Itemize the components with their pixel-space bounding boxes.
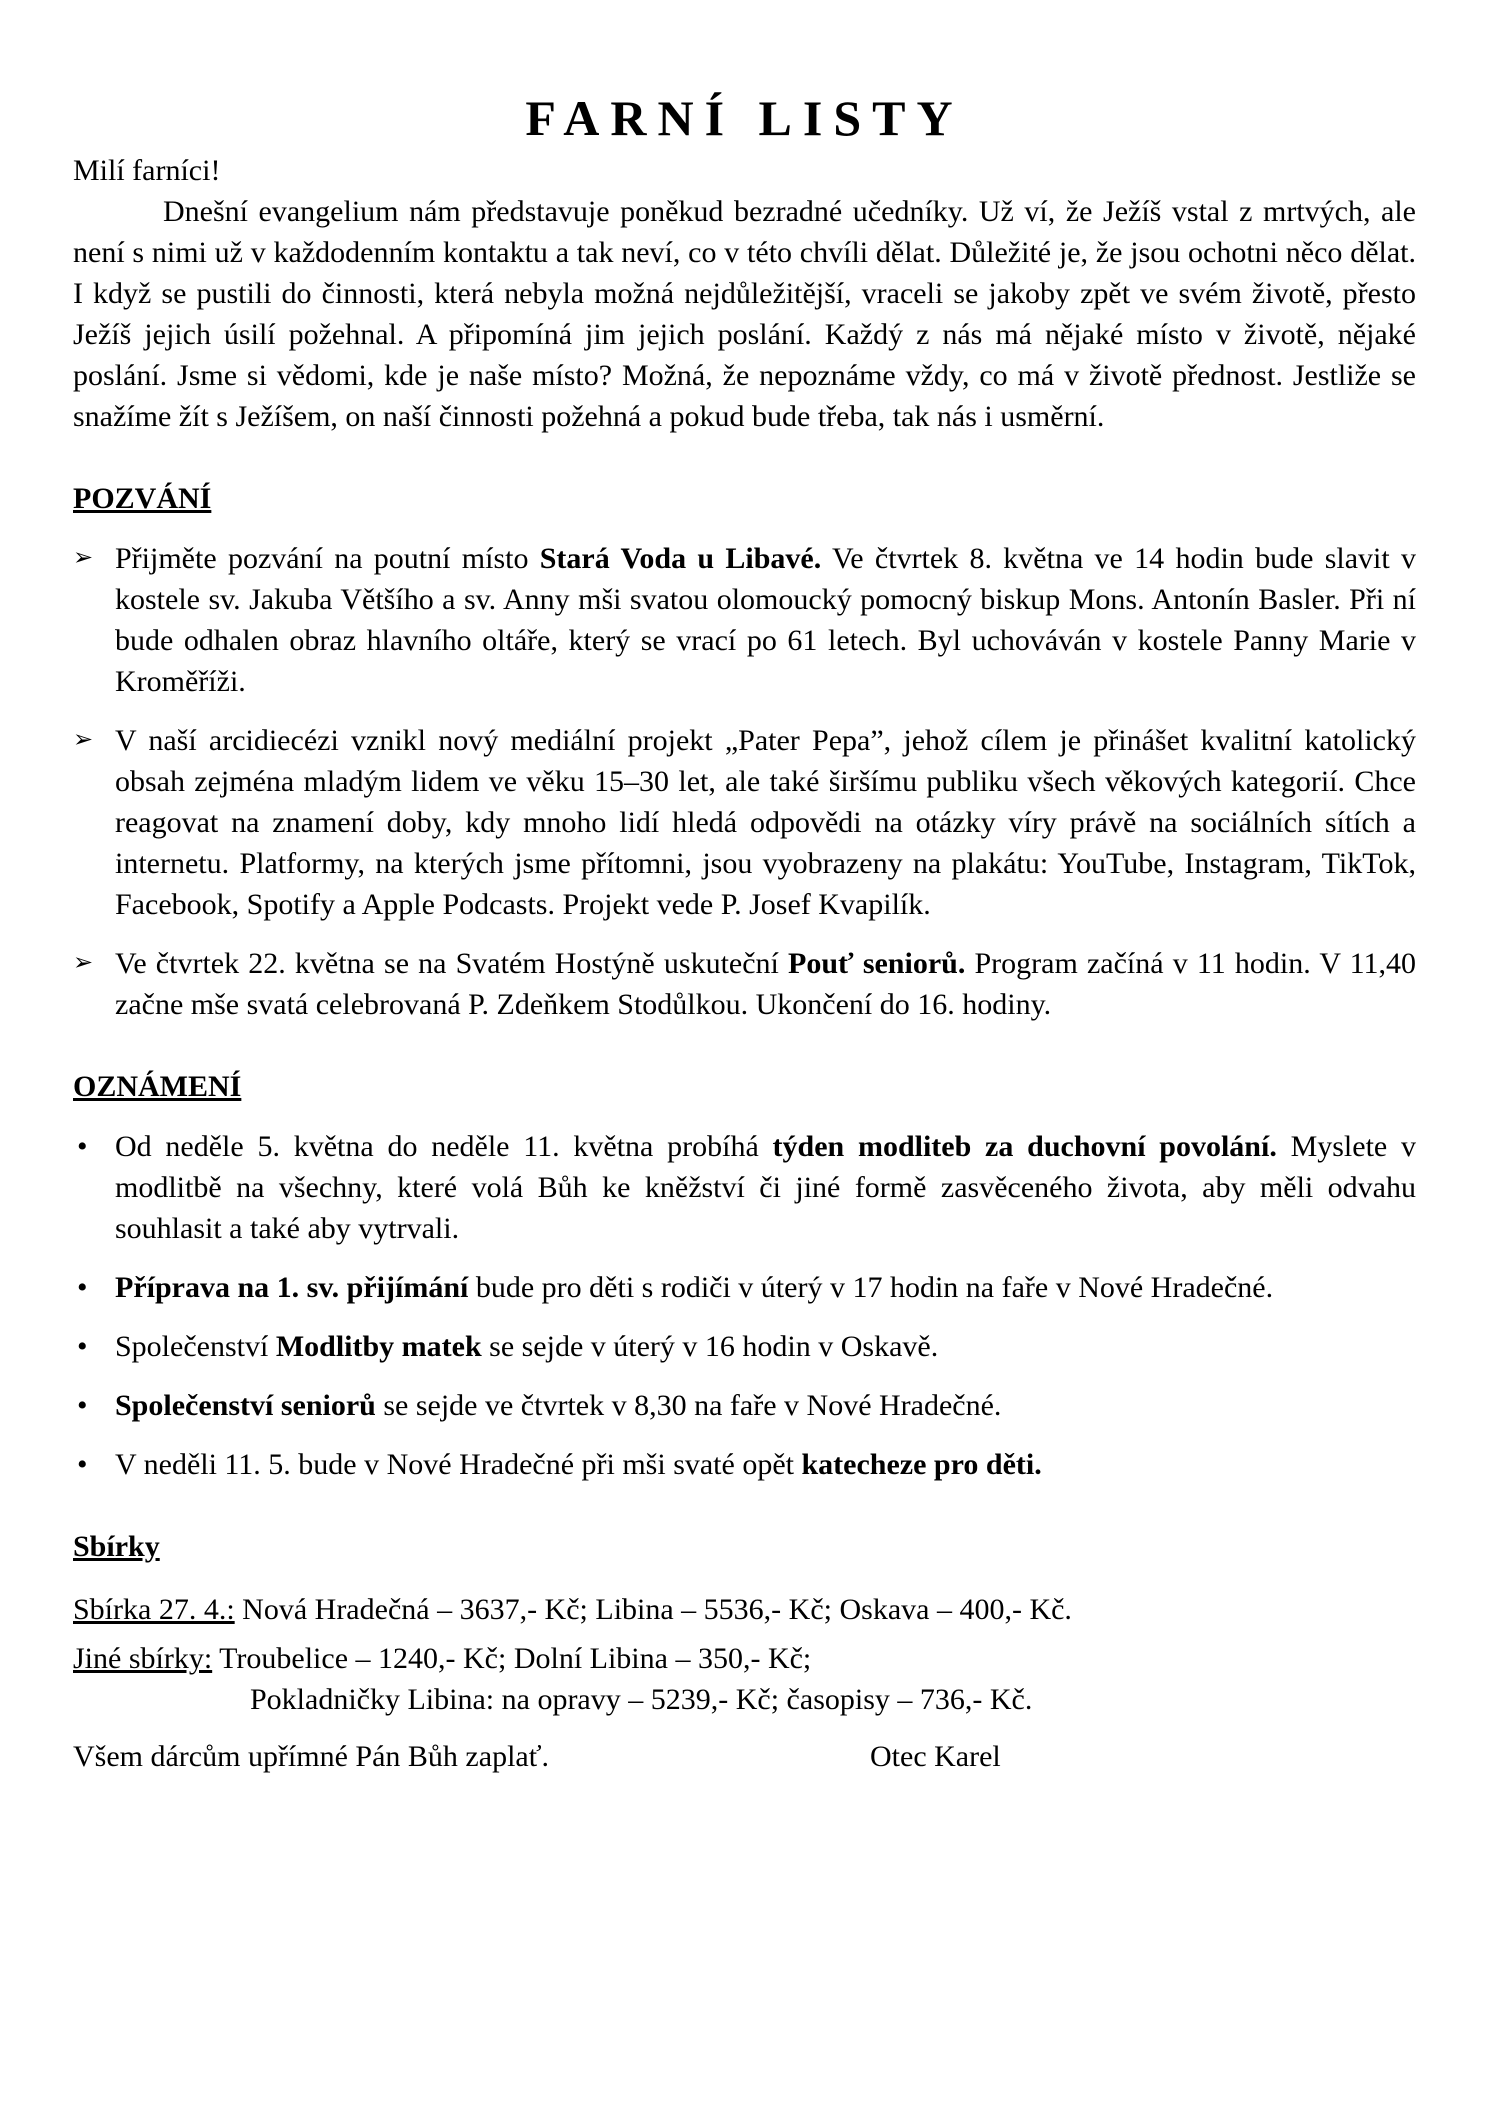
list-item [73,1326,1416,1367]
dot-bullet-icon: • [77,1448,88,1481]
announcements-list [73,1126,1416,1485]
item-text: bude pro děti s rodiči v úterý v 17 hodin na faře v Nové Hradečné. [468,1271,1274,1304]
item-text: Ve čtvrtek 22. května se na Svatém Hostýně uskuteční [115,947,789,980]
item-text: se sejde v úterý v 16 hodin v Oskavě. [481,1330,939,1363]
list-item [73,1444,1416,1485]
list-item [73,1126,1416,1249]
list-item [73,1267,1416,1308]
other-collections-label: Jiné sbírky: [73,1642,213,1675]
dot-bullet-icon: • [77,1330,88,1363]
signature: Otec Karel [870,1740,1001,1773]
collection-amounts: Troubelice – 1240,- Kč; Dolní Libina – 350,- Kč; [212,1642,812,1675]
item-text: Ve čtvrtek 8. května ve 14 hodin bude slavit v kostele sv. Jakuba Většího a sv. Anny mši svatou olomoucký pomocný biskup Mons. Antonín Basler. Při ní bude odhalen obraz hlavního oltáře, který se vrací po 61 letech. Byl uchováván v kostele Panny Marie v Kroměříži. [115,542,1416,698]
item-bold-text: Stará Voda u Libavé. [539,542,822,575]
invitations-list [73,538,1416,1025]
collections-heading: Sbírky [73,1530,160,1563]
list-item [73,1385,1416,1426]
page-title: FARNÍ LISTY [525,90,964,146]
item-text: V neděli 11. 5. bude v Nové Hradečné při mši svaté opět [115,1448,802,1481]
announcements-heading: OZNÁMENÍ [73,1070,242,1103]
item-text: Program začíná v 11 hodin. V 11,40 začne mše svatá celebrovaná P. Zdeňkem Stodůlkou. Ukončení do 16. hodiny. [115,947,1417,1021]
item-text: Přijměte pozvání na poutní místo [115,542,540,575]
greeting: Milí farníci! [73,154,221,187]
item-bold-text: katecheze pro děti. [801,1448,1042,1481]
arrow-bullet-icon: ➢ [73,545,94,571]
item-text: V naší arcidiecézi vznikl nový mediální projekt „Pater Pepa”, jehož cílem je přinášet kvalitní katolický obsah zejména mladým lidem ve věku 15–30 let, ale také širšímu publiku všech věkových kategorií. Chce reagovat na znamení doby, kdy mnoho lidí hledá odpovědi na otázky víry právě na sociálních sítích a internetu. Platformy, na kterých jsme přítomni, jsou vyobrazeny na plakátu: YouTube, Instagram, TikTok, Facebook, Spotify a Apple Podcasts. Projekt vede P. Josef Kvapilík. [115,724,1416,921]
collection-line [73,1589,1416,1630]
arrow-bullet-icon: ➢ [73,727,94,753]
arrow-bullet-icon: ➢ [73,950,94,976]
thanks-text: Všem dárcům upřímné Pán Bůh zaplať. [73,1740,550,1773]
item-text: se sejde ve čtvrtek v 8,30 na faře v Nové Hradečné. [375,1389,1002,1422]
item-bold-text: týden modliteb za duchovní povolání. [772,1130,1277,1163]
dot-bullet-icon: • [77,1130,88,1163]
closing-line [73,1736,1416,1777]
item-text: Společenství [115,1330,276,1363]
dot-bullet-icon: • [77,1271,88,1304]
item-bold-text: Modlitby matek [275,1330,482,1363]
list-item [73,720,1416,925]
item-bold-text: Pouť seniorů. [788,947,966,980]
dot-bullet-icon: • [77,1389,88,1422]
item-text: Od neděle 5. května do neděle 11. května probíhá [115,1130,773,1163]
newsletter-page [73,88,1416,1777]
item-text: Myslete v modlitbě na všechny, které volá Bůh ke kněžství či jiné formě zasvěceného života, aby měli odvahu souhlasit a také aby vytrvali. [115,1130,1416,1245]
item-bold-text: Společenství seniorů [115,1389,376,1422]
collection-line [73,1638,1416,1679]
list-item [73,538,1416,702]
collection-date-label: Sbírka 27. 4.: [73,1593,235,1626]
collection-line: Pokladničky Libina: na opravy – 5239,- Kč; časopisy – 736,- Kč. [250,1683,1033,1716]
item-bold-text: Příprava na 1. sv. přijímání [115,1271,469,1304]
list-item [73,943,1416,1025]
collection-amounts: Nová Hradečná – 3637,- Kč; Libina – 5536,- Kč; Oskava – 400,- Kč. [234,1593,1072,1626]
intro-paragraph: Dnešní evangelium nám představuje poněkud bezradné učedníky. Už ví, že Ježíš vstal z mrtvých, ale není s nimi už v každodenním kontaktu a tak neví, co v této chvíli dělat. Důležité je, že jsou ochotni něco dělat. I když se pustili do činnosti, která nebyla možná nejdůležitější, vraceli se jakoby zpět ve svém životě, přesto Ježíš jejich úsilí požehnal. A připomíná jim jejich poslání. Každý z nás má nějaké místo v životě, nějaké poslání. Jsme si vědomi, kde je naše místo? Možná, že nepoznáme vždy, co má v životě přednost. Jestliže se snažíme žít s Ježíšem, on naší činnosti požehná a pokud bude třeba, tak nás i usměrní. [73,195,1416,433]
invitations-heading: POZVÁNÍ [73,482,212,515]
